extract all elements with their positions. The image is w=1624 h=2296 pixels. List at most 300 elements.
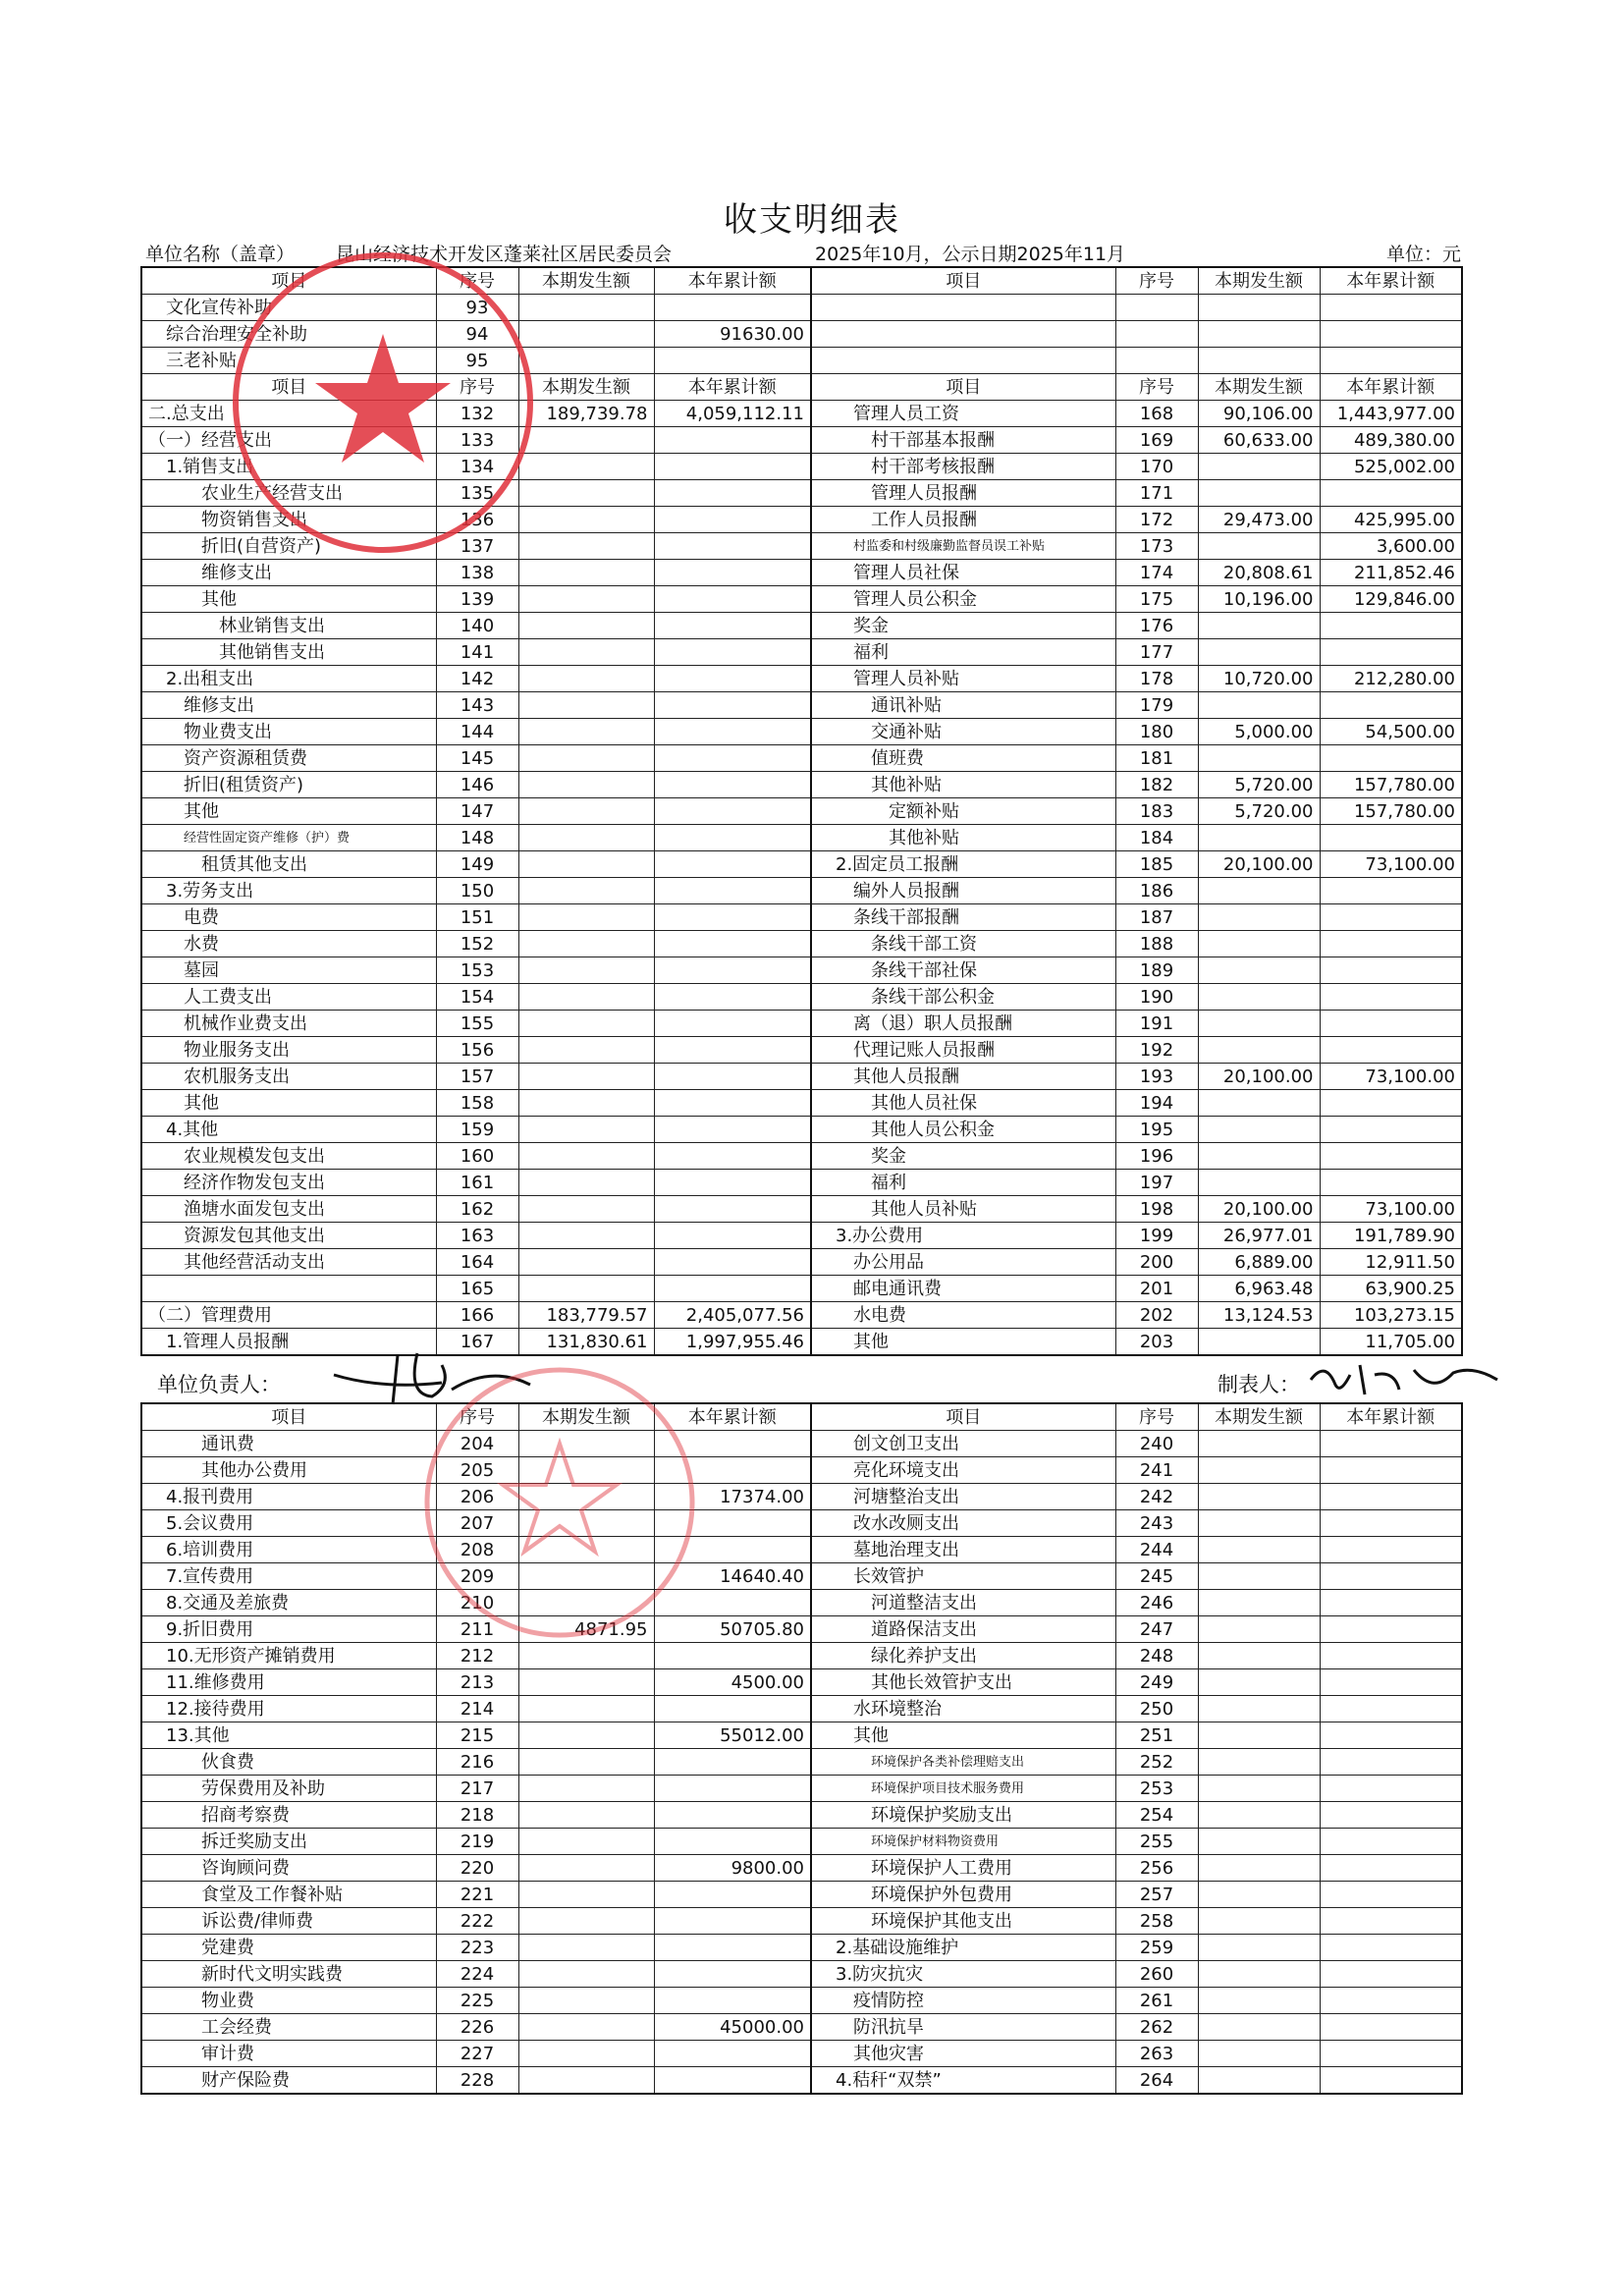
current-cell: 20,100.00 — [1198, 1196, 1320, 1223]
current-cell — [518, 1696, 654, 1722]
seq-cell: 254 — [1115, 1802, 1198, 1829]
table-row — [141, 1484, 1462, 1510]
seq-cell: 221 — [436, 1882, 518, 1908]
seq-cell: 258 — [1115, 1908, 1198, 1935]
current-cell — [518, 1935, 654, 1961]
item-cell: 资产资源租赁费 — [141, 745, 436, 772]
table-row — [141, 613, 1462, 639]
ytd-cell — [654, 1696, 811, 1722]
ytd-cell — [1320, 878, 1462, 904]
item-cell: 其他办公费用 — [141, 1457, 436, 1484]
ytd-cell — [1320, 1484, 1462, 1510]
seq-cell: 167 — [436, 1329, 518, 1356]
item-cell: 环境保护人工费用 — [811, 1855, 1115, 1882]
ytd-cell — [1320, 1669, 1462, 1696]
ytd-cell: 55012.00 — [654, 1722, 811, 1749]
current-cell — [1198, 613, 1320, 639]
ytd-cell — [1320, 1749, 1462, 1776]
ytd-cell — [1320, 2041, 1462, 2067]
table-row — [141, 1696, 1462, 1722]
item-cell: 2.基础设施维护 — [811, 1935, 1115, 1961]
item-cell: 拆迁奖励支出 — [141, 1829, 436, 1855]
current-cell — [518, 1064, 654, 1090]
table-row — [141, 957, 1462, 984]
item-cell: 交通补贴 — [811, 719, 1115, 745]
item-cell: 其他 — [141, 1090, 436, 1117]
col-current: 本期发生额 — [1198, 1403, 1320, 1431]
seq-cell: 213 — [436, 1669, 518, 1696]
table-row — [141, 1590, 1462, 1616]
ytd-cell: 9800.00 — [654, 1855, 811, 1882]
seq-cell: 134 — [436, 454, 518, 480]
current-cell — [518, 931, 654, 957]
item-cell: 村干部基本报酬 — [811, 427, 1115, 454]
current-cell — [518, 348, 654, 374]
item-cell: 条线干部报酬 — [811, 904, 1115, 931]
item-cell: 2.出租支出 — [141, 666, 436, 692]
preparer-label: 制表人： — [1218, 1373, 1300, 1396]
current-cell — [1198, 480, 1320, 507]
seq-cell: 189 — [1115, 957, 1198, 984]
table-row — [141, 772, 1462, 798]
seq-cell: 198 — [1115, 1196, 1198, 1223]
item-cell: 渔塘水面发包支出 — [141, 1196, 436, 1223]
item-cell: 文化宣传补助 — [141, 295, 436, 321]
item-cell: 条线干部社保 — [811, 957, 1115, 984]
seq-cell: 164 — [436, 1249, 518, 1276]
current-cell — [1198, 1855, 1320, 1882]
seq-cell: 260 — [1115, 1961, 1198, 1988]
current-cell — [1198, 1643, 1320, 1669]
seq-cell: 144 — [436, 719, 518, 745]
seq-cell: 140 — [436, 613, 518, 639]
table-row — [141, 1302, 1462, 1329]
table-row — [141, 692, 1462, 719]
seq-cell: 225 — [436, 1988, 518, 2014]
table-row — [141, 1935, 1462, 1961]
ytd-cell — [1320, 1882, 1462, 1908]
ytd-cell — [654, 1143, 811, 1170]
item-cell: 亮化环境支出 — [811, 1457, 1115, 1484]
current-cell — [518, 454, 654, 480]
col-ytd: 本年累计额 — [654, 374, 811, 401]
item-cell: 环境保护其他支出 — [811, 1908, 1115, 1935]
item-cell: 经济作物发包支出 — [141, 1170, 436, 1196]
current-cell — [518, 2041, 654, 2067]
ytd-cell — [654, 798, 811, 825]
current-cell — [518, 745, 654, 772]
item-cell: 食堂及工作餐补贴 — [141, 1882, 436, 1908]
current-cell — [518, 692, 654, 719]
item-cell: 其他 — [141, 798, 436, 825]
table-row — [141, 798, 1462, 825]
seq-cell: 173 — [1115, 533, 1198, 560]
seq-cell: 178 — [1115, 666, 1198, 692]
seq-cell: 94 — [436, 321, 518, 348]
item-cell: 物业费 — [141, 1988, 436, 2014]
table-row — [141, 1329, 1462, 1356]
seq-cell: 184 — [1115, 825, 1198, 851]
current-cell — [518, 984, 654, 1011]
ytd-cell: 4,059,112.11 — [654, 401, 811, 427]
table-row — [141, 507, 1462, 533]
table-row — [141, 1223, 1462, 1249]
table-row — [141, 1537, 1462, 1563]
current-cell — [1198, 1776, 1320, 1802]
item-cell: 福利 — [811, 639, 1115, 666]
seq-cell: 138 — [436, 560, 518, 586]
ytd-cell: 191,789.90 — [1320, 1223, 1462, 1249]
item-cell: 电费 — [141, 904, 436, 931]
table-row — [141, 1037, 1462, 1064]
current-cell — [518, 1988, 654, 2014]
unit-leader-label: 单位负责人： — [157, 1373, 281, 1396]
current-cell — [518, 533, 654, 560]
item-cell: 水环境整治 — [811, 1696, 1115, 1722]
seq-cell: 250 — [1115, 1696, 1198, 1722]
table-row — [141, 1722, 1462, 1749]
seq-cell: 93 — [436, 295, 518, 321]
ytd-cell — [654, 904, 811, 931]
table-row — [141, 1643, 1462, 1669]
seq-cell: 165 — [436, 1276, 518, 1302]
seq-cell: 160 — [436, 1143, 518, 1170]
item-cell: 7.宣传费用 — [141, 1563, 436, 1590]
seq-cell: 209 — [436, 1563, 518, 1590]
table-row — [141, 586, 1462, 613]
seq-cell: 149 — [436, 851, 518, 878]
table-row — [141, 745, 1462, 772]
seq-cell: 200 — [1115, 1249, 1198, 1276]
current-cell — [518, 1484, 654, 1510]
item-cell: 奖金 — [811, 613, 1115, 639]
seq-cell: 223 — [436, 1935, 518, 1961]
col-current: 本期发生额 — [1198, 267, 1320, 295]
current-cell — [518, 560, 654, 586]
seq-cell: 247 — [1115, 1616, 1198, 1643]
current-cell — [518, 1855, 654, 1882]
current-cell — [518, 666, 654, 692]
item-cell: 墓园 — [141, 957, 436, 984]
current-cell — [1198, 454, 1320, 480]
item-cell: 管理人员社保 — [811, 560, 1115, 586]
ytd-cell — [654, 1457, 811, 1484]
item-cell: 其他补贴 — [811, 825, 1115, 851]
current-cell — [1198, 1908, 1320, 1935]
item-cell: 管理人员公积金 — [811, 586, 1115, 613]
ytd-cell — [654, 984, 811, 1011]
current-cell — [1198, 1117, 1320, 1143]
current-cell — [1198, 1696, 1320, 1722]
table-row — [141, 1249, 1462, 1276]
current-cell — [518, 586, 654, 613]
ytd-cell — [654, 1908, 811, 1935]
seq-cell: 170 — [1115, 454, 1198, 480]
item-cell: 新时代文明实践费 — [141, 1961, 436, 1988]
ytd-cell: 157,780.00 — [1320, 798, 1462, 825]
ytd-cell — [654, 878, 811, 904]
ytd-cell: 1,443,977.00 — [1320, 401, 1462, 427]
seq-cell: 214 — [436, 1696, 518, 1722]
seq-cell: 136 — [436, 507, 518, 533]
current-cell: 131,830.61 — [518, 1329, 654, 1356]
ytd-cell: 12,911.50 — [1320, 1249, 1462, 1276]
table-row — [141, 1802, 1462, 1829]
item-cell: 维修支出 — [141, 692, 436, 719]
table-row — [141, 1882, 1462, 1908]
table-row — [141, 1616, 1462, 1643]
current-cell — [1198, 745, 1320, 772]
ytd-cell — [654, 560, 811, 586]
item-cell: 道路保洁支出 — [811, 1616, 1115, 1643]
seq-cell: 157 — [436, 1064, 518, 1090]
seq-cell: 246 — [1115, 1590, 1198, 1616]
current-cell — [518, 1276, 654, 1302]
item-cell: 工作人员报酬 — [811, 507, 1115, 533]
seq-cell — [1115, 321, 1198, 348]
col-ytd: 本年累计额 — [1320, 374, 1462, 401]
ytd-cell — [1320, 1090, 1462, 1117]
seq-cell: 201 — [1115, 1276, 1198, 1302]
ytd-cell — [654, 639, 811, 666]
seq-cell: 196 — [1115, 1143, 1198, 1170]
col-item: 项目 — [141, 1403, 436, 1431]
item-cell: 条线干部公积金 — [811, 984, 1115, 1011]
seq-cell: 255 — [1115, 1829, 1198, 1855]
item-cell: 其他经营活动支出 — [141, 1249, 436, 1276]
item-cell: 二.总支出 — [141, 401, 436, 427]
seq-cell: 251 — [1115, 1722, 1198, 1749]
item-cell: 定额补贴 — [811, 798, 1115, 825]
seq-cell: 226 — [436, 2014, 518, 2041]
current-cell — [518, 2067, 654, 2095]
ytd-cell — [1320, 984, 1462, 1011]
seq-cell: 95 — [436, 348, 518, 374]
current-cell — [1198, 1011, 1320, 1037]
seq-cell: 171 — [1115, 480, 1198, 507]
ytd-cell: 2,405,077.56 — [654, 1302, 811, 1329]
item-cell: 财产保险费 — [141, 2067, 436, 2095]
ytd-cell — [1320, 639, 1462, 666]
unit-name: 昆山经济技术开发区蓬莱社区居民委员会 — [336, 244, 673, 265]
ytd-cell — [654, 480, 811, 507]
item-cell: 通讯补贴 — [811, 692, 1115, 719]
ytd-cell — [654, 851, 811, 878]
ytd-cell — [654, 2041, 811, 2067]
current-cell — [1198, 295, 1320, 321]
seq-cell — [1115, 348, 1198, 374]
table-row — [141, 904, 1462, 931]
item-cell: 环境保护材料物资费用 — [811, 1829, 1115, 1855]
current-cell — [1198, 1484, 1320, 1510]
table-row — [141, 1143, 1462, 1170]
current-cell — [1198, 1431, 1320, 1457]
seq-cell: 193 — [1115, 1064, 1198, 1090]
income-expense-table-2 — [140, 1402, 1463, 2095]
table-row — [141, 480, 1462, 507]
seq-cell: 132 — [436, 401, 518, 427]
item-cell: 机械作业费支出 — [141, 1011, 436, 1037]
col-seq: 序号 — [436, 1403, 518, 1431]
ytd-cell — [1320, 480, 1462, 507]
item-cell: 农业生产经营支出 — [141, 480, 436, 507]
ytd-cell — [1320, 1961, 1462, 1988]
table-row — [141, 1510, 1462, 1537]
ytd-cell — [1320, 1908, 1462, 1935]
ytd-cell: 3,600.00 — [1320, 533, 1462, 560]
seq-cell: 218 — [436, 1802, 518, 1829]
item-cell: 农机服务支出 — [141, 1064, 436, 1090]
current-cell — [1198, 1961, 1320, 1988]
seq-cell: 192 — [1115, 1037, 1198, 1064]
current-cell — [1198, 321, 1320, 348]
item-cell: 防汛抗旱 — [811, 2014, 1115, 2041]
unit-label: 单位名称（盖章） — [145, 244, 296, 265]
ytd-cell — [654, 1590, 811, 1616]
col-item: 项目 — [141, 267, 436, 295]
ytd-cell — [654, 454, 811, 480]
col-current: 本期发生额 — [518, 1403, 654, 1431]
table-row — [141, 1961, 1462, 1988]
ytd-cell: 489,380.00 — [1320, 427, 1462, 454]
ytd-cell — [654, 719, 811, 745]
item-cell: 河道整洁支出 — [811, 1590, 1115, 1616]
item-cell: 党建费 — [141, 1935, 436, 1961]
item-cell: 物业费支出 — [141, 719, 436, 745]
current-cell — [1198, 1590, 1320, 1616]
ytd-cell — [1320, 1776, 1462, 1802]
seq-cell: 176 — [1115, 613, 1198, 639]
item-cell: （二）管理费用 — [141, 1302, 436, 1329]
seq-cell: 186 — [1115, 878, 1198, 904]
current-cell — [518, 904, 654, 931]
col-item: 项目 — [141, 374, 436, 401]
current-cell: 189,739.78 — [518, 401, 654, 427]
item-cell: 4.其他 — [141, 1117, 436, 1143]
item-cell: 农业规模发包支出 — [141, 1143, 436, 1170]
item-cell: 村监委和村级廉勤监督员误工补贴 — [811, 533, 1115, 560]
ytd-cell — [1320, 1431, 1462, 1457]
item-cell: 8.交通及差旅费 — [141, 1590, 436, 1616]
seq-cell: 162 — [436, 1196, 518, 1223]
col-seq: 序号 — [1115, 374, 1198, 401]
item-cell: 林业销售支出 — [141, 613, 436, 639]
current-cell — [518, 798, 654, 825]
seq-cell: 151 — [436, 904, 518, 931]
ytd-cell: 129,846.00 — [1320, 586, 1462, 613]
item-cell: 条线干部工资 — [811, 931, 1115, 957]
current-cell — [1198, 825, 1320, 851]
current-cell: 20,100.00 — [1198, 1064, 1320, 1090]
current-cell — [1198, 692, 1320, 719]
item-cell: 其他人员公积金 — [811, 1117, 1115, 1143]
seq-cell: 242 — [1115, 1484, 1198, 1510]
seq-cell: 245 — [1115, 1563, 1198, 1590]
ytd-cell — [1320, 1829, 1462, 1855]
ytd-cell — [1320, 957, 1462, 984]
table-row — [141, 666, 1462, 692]
item-cell: 其他灾害 — [811, 2041, 1115, 2067]
ytd-cell: 425,995.00 — [1320, 507, 1462, 533]
current-cell: 60,633.00 — [1198, 427, 1320, 454]
item-cell: 长效管护 — [811, 1563, 1115, 1590]
ytd-cell: 103,273.15 — [1320, 1302, 1462, 1329]
table-row — [141, 1749, 1462, 1776]
item-cell: 折旧(自营资产) — [141, 533, 436, 560]
ytd-cell — [654, 427, 811, 454]
ytd-cell — [654, 348, 811, 374]
ytd-cell — [1320, 904, 1462, 931]
table-row — [141, 454, 1462, 480]
ytd-cell: 11,705.00 — [1320, 1329, 1462, 1356]
seq-cell: 222 — [436, 1908, 518, 1935]
table-row — [141, 719, 1462, 745]
ytd-cell — [1320, 825, 1462, 851]
item-cell: 10.无形资产摊销费用 — [141, 1643, 436, 1669]
current-cell — [518, 639, 654, 666]
item-cell: 11.维修费用 — [141, 1669, 436, 1696]
table-header-row — [141, 374, 1462, 401]
current-cell — [518, 851, 654, 878]
table-row — [141, 1431, 1462, 1457]
seq-cell: 212 — [436, 1643, 518, 1669]
ytd-cell — [1320, 692, 1462, 719]
current-cell — [518, 1143, 654, 1170]
current-cell — [518, 772, 654, 798]
col-current: 本期发生额 — [518, 374, 654, 401]
table-row — [141, 639, 1462, 666]
current-cell — [518, 2014, 654, 2041]
current-cell: 90,106.00 — [1198, 401, 1320, 427]
table-row — [141, 1669, 1462, 1696]
item-cell: 办公用品 — [811, 1249, 1115, 1276]
ytd-cell — [1320, 1855, 1462, 1882]
table-row — [141, 2014, 1462, 2041]
ytd-cell — [654, 666, 811, 692]
seq-cell: 172 — [1115, 507, 1198, 533]
item-cell: 工会经费 — [141, 2014, 436, 2041]
item-cell: 审计费 — [141, 2041, 436, 2067]
current-cell — [1198, 1749, 1320, 1776]
item-cell: 管理人员工资 — [811, 401, 1115, 427]
table-row — [141, 1563, 1462, 1590]
col-item: 项目 — [811, 267, 1115, 295]
current-cell — [518, 427, 654, 454]
ytd-cell — [654, 1196, 811, 1223]
seq-cell: 166 — [436, 1302, 518, 1329]
ytd-cell — [654, 1117, 811, 1143]
seq-cell: 181 — [1115, 745, 1198, 772]
seq-cell: 146 — [436, 772, 518, 798]
item-cell: 环境保护奖励支出 — [811, 1802, 1115, 1829]
current-cell — [518, 1537, 654, 1563]
seq-cell: 190 — [1115, 984, 1198, 1011]
table-row — [141, 1855, 1462, 1882]
current-cell — [518, 1090, 654, 1117]
seq-cell: 228 — [436, 2067, 518, 2095]
ytd-cell: 45000.00 — [654, 2014, 811, 2041]
ytd-cell — [1320, 1037, 1462, 1064]
seq-cell: 227 — [436, 2041, 518, 2067]
table-row — [141, 401, 1462, 427]
seq-cell: 169 — [1115, 427, 1198, 454]
item-cell: 3.防灾抗灾 — [811, 1961, 1115, 1988]
seq-cell: 174 — [1115, 560, 1198, 586]
ytd-cell — [654, 1011, 811, 1037]
table-row — [141, 931, 1462, 957]
ytd-cell — [1320, 2014, 1462, 2041]
table-row — [141, 878, 1462, 904]
